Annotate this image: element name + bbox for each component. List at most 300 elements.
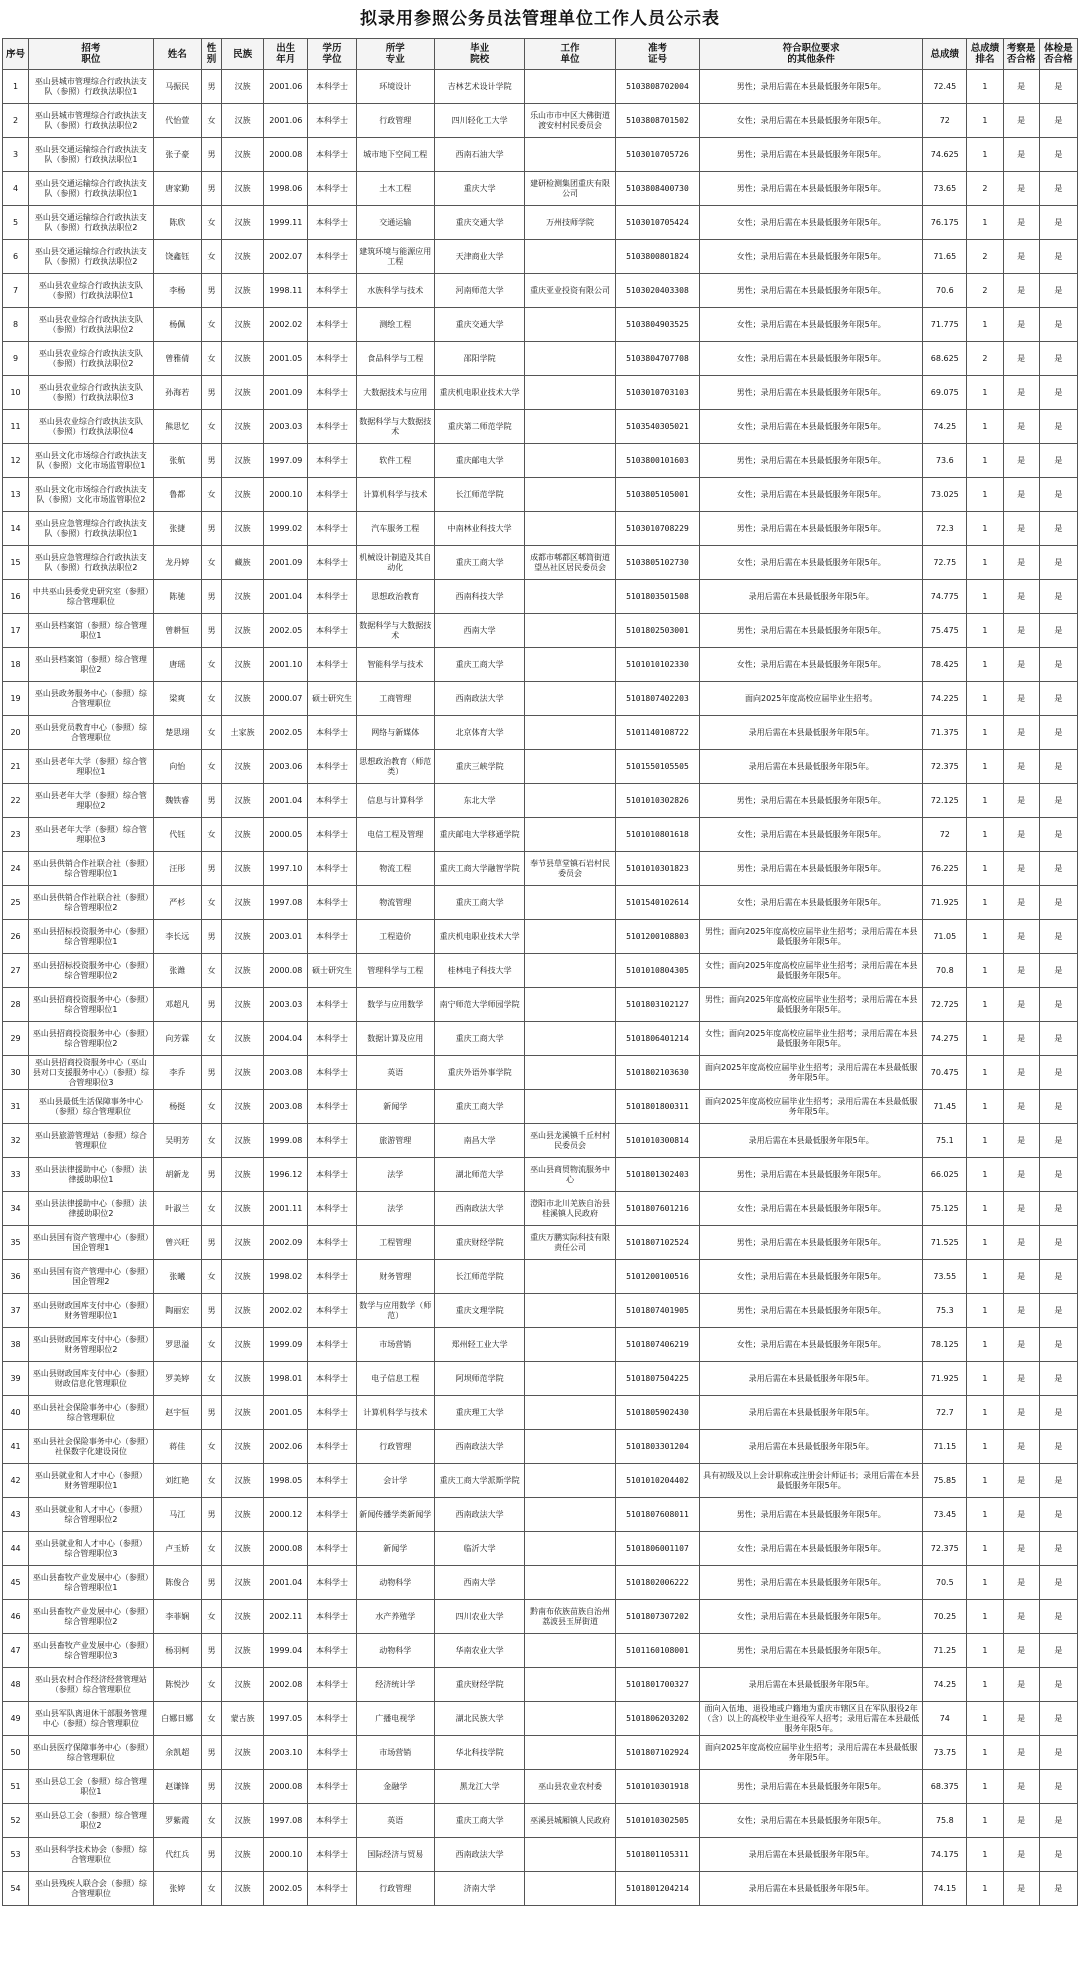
cell-major: 电子信息工程 <box>356 1362 434 1396</box>
cell-seq: 37 <box>3 1294 29 1328</box>
cell-name: 李菲娴 <box>153 1600 201 1634</box>
cell-name: 胡新龙 <box>153 1158 201 1192</box>
cell-requirements: 录用后需在本县最低服务年限5年。 <box>700 750 923 784</box>
cell-degree: 本科学士 <box>308 478 356 512</box>
cell-score: 73.65 <box>923 172 967 206</box>
cell-ethnicity: 汉族 <box>221 138 263 172</box>
cell-inspection: 是 <box>1003 1770 1039 1804</box>
cell-major: 工商管理 <box>356 682 434 716</box>
cell-requirements: 录用后需在本县最低服务年限5年。 <box>700 1396 923 1430</box>
cell-rank: 1 <box>967 410 1003 444</box>
cell-seq: 16 <box>3 580 29 614</box>
cell-exam-id: 5101801105311 <box>615 1838 699 1872</box>
header-birth: 出生 年月 <box>264 39 308 70</box>
table-row <box>3 1192 1078 1226</box>
cell-exam-id: 5103805102730 <box>615 546 699 580</box>
cell-gender: 女 <box>201 954 221 988</box>
cell-ethnicity: 汉族 <box>221 1362 263 1396</box>
cell-exam-id: 5101010102330 <box>615 648 699 682</box>
cell-position: 巫山县档案馆（参照）综合管理职位1 <box>29 614 154 648</box>
cell-school: 桂林电子科技大学 <box>434 954 524 988</box>
cell-employer <box>525 920 615 954</box>
cell-major: 计算机科学与技术 <box>356 1396 434 1430</box>
cell-birth: 2001.04 <box>264 580 308 614</box>
cell-medical: 是 <box>1039 104 1077 138</box>
cell-name: 曾雅倩 <box>153 342 201 376</box>
cell-requirements: 女性；录用后需在本县最低服务年限5年。 <box>700 1804 923 1838</box>
cell-gender: 女 <box>201 1804 221 1838</box>
cell-employer <box>525 138 615 172</box>
cell-inspection: 是 <box>1003 342 1039 376</box>
cell-score: 71.15 <box>923 1430 967 1464</box>
cell-degree: 本科学士 <box>308 750 356 784</box>
cell-rank: 2 <box>967 342 1003 376</box>
cell-rank: 1 <box>967 1090 1003 1124</box>
cell-exam-id: 5101801302403 <box>615 1158 699 1192</box>
cell-requirements: 录用后需在本县最低服务年限5年。 <box>700 1668 923 1702</box>
cell-seq: 47 <box>3 1634 29 1668</box>
cell-school: 河南师范大学 <box>434 274 524 308</box>
cell-ethnicity: 汉族 <box>221 104 263 138</box>
cell-requirements: 女性；录用后需在本县最低服务年限5年。 <box>700 206 923 240</box>
cell-inspection: 是 <box>1003 410 1039 444</box>
table-row <box>3 580 1078 614</box>
cell-degree: 本科学士 <box>308 240 356 274</box>
cell-score: 75.475 <box>923 614 967 648</box>
cell-seq: 46 <box>3 1600 29 1634</box>
table-row <box>3 682 1078 716</box>
cell-seq: 26 <box>3 920 29 954</box>
cell-exam-id: 5101802503001 <box>615 614 699 648</box>
cell-score: 74.175 <box>923 1838 967 1872</box>
cell-employer <box>525 1736 615 1770</box>
cell-inspection: 是 <box>1003 1498 1039 1532</box>
cell-rank: 1 <box>967 580 1003 614</box>
cell-score: 70.6 <box>923 274 967 308</box>
cell-employer: 乐山市市中区大佛街道渡安村村民委员会 <box>525 104 615 138</box>
cell-ethnicity: 汉族 <box>221 172 263 206</box>
cell-seq: 52 <box>3 1804 29 1838</box>
cell-degree: 本科学士 <box>308 104 356 138</box>
cell-position: 巫山县农业综合行政执法支队（参照）行政执法职位1 <box>29 274 154 308</box>
cell-employer <box>525 240 615 274</box>
cell-birth: 1998.02 <box>264 1260 308 1294</box>
cell-inspection: 是 <box>1003 1872 1039 1906</box>
cell-employer: 巫山县农业农村委 <box>525 1770 615 1804</box>
cell-ethnicity: 汉族 <box>221 1566 263 1600</box>
cell-exam-id: 5103540305021 <box>615 410 699 444</box>
cell-school: 南昌大学 <box>434 1124 524 1158</box>
cell-degree: 本科学士 <box>308 206 356 240</box>
cell-name: 邓超凡 <box>153 988 201 1022</box>
cell-degree: 本科学士 <box>308 716 356 750</box>
cell-name: 陈俊合 <box>153 1566 201 1600</box>
cell-gender: 女 <box>201 410 221 444</box>
cell-major: 环境设计 <box>356 70 434 104</box>
cell-exam-id: 5103020403308 <box>615 274 699 308</box>
cell-employer <box>525 1532 615 1566</box>
cell-school: 重庆机电职业技术大学 <box>434 376 524 410</box>
cell-seq: 9 <box>3 342 29 376</box>
cell-requirements: 女性；录用后需在本县最低服务年限5年。 <box>700 308 923 342</box>
cell-seq: 54 <box>3 1872 29 1906</box>
cell-position: 巫山县老年大学（参照）综合管理职位1 <box>29 750 154 784</box>
table-row <box>3 1770 1078 1804</box>
cell-requirements: 女性；录用后需在本县最低服务年限5年。 <box>700 1600 923 1634</box>
cell-ethnicity: 汉族 <box>221 580 263 614</box>
header-degree: 学历 学位 <box>308 39 356 70</box>
cell-exam-id: 5103010703103 <box>615 376 699 410</box>
cell-employer <box>525 308 615 342</box>
cell-school: 重庆工商大学 <box>434 1804 524 1838</box>
cell-medical: 是 <box>1039 920 1077 954</box>
cell-ethnicity: 汉族 <box>221 1600 263 1634</box>
cell-exam-id: 5101806001107 <box>615 1532 699 1566</box>
header-name: 姓名 <box>153 39 201 70</box>
cell-rank: 1 <box>967 1396 1003 1430</box>
cell-name: 龙丹婷 <box>153 546 201 580</box>
cell-seq: 8 <box>3 308 29 342</box>
cell-inspection: 是 <box>1003 1226 1039 1260</box>
cell-employer: 万州技师学院 <box>525 206 615 240</box>
cell-exam-id: 5101805902430 <box>615 1396 699 1430</box>
cell-employer <box>525 1464 615 1498</box>
cell-gender: 男 <box>201 988 221 1022</box>
cell-degree: 本科学士 <box>308 410 356 444</box>
cell-birth: 2002.05 <box>264 1872 308 1906</box>
cell-name: 罗紫霞 <box>153 1804 201 1838</box>
cell-seq: 22 <box>3 784 29 818</box>
cell-employer <box>525 376 615 410</box>
cell-ethnicity: 汉族 <box>221 1668 263 1702</box>
cell-medical: 是 <box>1039 240 1077 274</box>
cell-major: 行政管理 <box>356 1430 434 1464</box>
cell-major: 思想政治教育（师范类） <box>356 750 434 784</box>
table-row <box>3 240 1078 274</box>
cell-ethnicity: 汉族 <box>221 1634 263 1668</box>
table-row <box>3 852 1078 886</box>
cell-gender: 男 <box>201 580 221 614</box>
cell-degree: 本科学士 <box>308 614 356 648</box>
results-table <box>2 38 1078 1906</box>
cell-birth: 2003.08 <box>264 1056 308 1090</box>
cell-employer <box>525 1872 615 1906</box>
cell-name: 杨佩 <box>153 308 201 342</box>
cell-school: 重庆理工大学 <box>434 1396 524 1430</box>
cell-gender: 女 <box>201 478 221 512</box>
cell-requirements: 录用后需在本县最低服务年限5年。 <box>700 1124 923 1158</box>
cell-school: 重庆外语外事学院 <box>434 1056 524 1090</box>
cell-score: 71.525 <box>923 1226 967 1260</box>
cell-major: 市场营销 <box>356 1736 434 1770</box>
table-row <box>3 206 1078 240</box>
cell-name: 代红兵 <box>153 1838 201 1872</box>
cell-ethnicity: 汉族 <box>221 988 263 1022</box>
cell-major: 电信工程及管理 <box>356 818 434 852</box>
table-row <box>3 1362 1078 1396</box>
cell-inspection: 是 <box>1003 920 1039 954</box>
cell-ethnicity: 汉族 <box>221 1464 263 1498</box>
cell-employer <box>525 1328 615 1362</box>
cell-position: 巫山县农业综合行政执法支队（参照）行政执法职位3 <box>29 376 154 410</box>
cell-seq: 10 <box>3 376 29 410</box>
cell-seq: 13 <box>3 478 29 512</box>
cell-degree: 本科学士 <box>308 1430 356 1464</box>
cell-birth: 1997.08 <box>264 1804 308 1838</box>
cell-seq: 50 <box>3 1736 29 1770</box>
cell-rank: 1 <box>967 546 1003 580</box>
cell-employer <box>525 1396 615 1430</box>
cell-inspection: 是 <box>1003 546 1039 580</box>
cell-name: 唐瑶 <box>153 648 201 682</box>
cell-score: 72.3 <box>923 512 967 546</box>
cell-medical: 是 <box>1039 1600 1077 1634</box>
cell-exam-id: 5101160108001 <box>615 1634 699 1668</box>
cell-inspection: 是 <box>1003 1090 1039 1124</box>
cell-name: 张捷 <box>153 512 201 546</box>
header-position: 招考 职位 <box>29 39 154 70</box>
cell-employer <box>525 70 615 104</box>
cell-ethnicity: 汉族 <box>221 1872 263 1906</box>
cell-gender: 女 <box>201 308 221 342</box>
cell-requirements: 女性；录用后需在本县最低服务年限5年。 <box>700 1260 923 1294</box>
cell-rank: 1 <box>967 138 1003 172</box>
cell-rank: 1 <box>967 512 1003 546</box>
cell-rank: 1 <box>967 1498 1003 1532</box>
cell-major: 软件工程 <box>356 444 434 478</box>
cell-major: 交通运输 <box>356 206 434 240</box>
cell-ethnicity: 汉族 <box>221 274 263 308</box>
cell-degree: 本科学士 <box>308 172 356 206</box>
cell-rank: 1 <box>967 308 1003 342</box>
cell-ethnicity: 汉族 <box>221 1158 263 1192</box>
cell-position: 巫山县应急管理综合行政执法支队（参照）行政执法职位2 <box>29 546 154 580</box>
cell-degree: 本科学士 <box>308 1770 356 1804</box>
cell-position: 巫山县应急管理综合行政执法支队（参照）行政执法职位1 <box>29 512 154 546</box>
table-row <box>3 1804 1078 1838</box>
cell-medical: 是 <box>1039 1804 1077 1838</box>
cell-inspection: 是 <box>1003 1124 1039 1158</box>
cell-gender: 女 <box>201 1124 221 1158</box>
cell-exam-id: 5101540102614 <box>615 886 699 920</box>
cell-birth: 2002.11 <box>264 1600 308 1634</box>
cell-rank: 1 <box>967 1022 1003 1056</box>
cell-rank: 1 <box>967 104 1003 138</box>
header-inspection: 考察是 否合格 <box>1003 39 1039 70</box>
cell-position: 巫山县农业综合行政执法支队（参照）行政执法职位4 <box>29 410 154 444</box>
cell-birth: 2001.09 <box>264 376 308 410</box>
cell-medical: 是 <box>1039 784 1077 818</box>
table-row <box>3 1396 1078 1430</box>
cell-inspection: 是 <box>1003 1634 1039 1668</box>
cell-major: 法学 <box>356 1158 434 1192</box>
cell-ethnicity: 汉族 <box>221 1124 263 1158</box>
cell-gender: 女 <box>201 206 221 240</box>
cell-requirements: 男性；录用后需在本县最低服务年限5年。 <box>700 138 923 172</box>
cell-seq: 38 <box>3 1328 29 1362</box>
cell-seq: 6 <box>3 240 29 274</box>
cell-requirements: 男性；面向2025年度高校应届毕业生招考；录用后需在本县最低服务年限5年。 <box>700 920 923 954</box>
header-requirements: 符合职位要求 的其他条件 <box>700 39 923 70</box>
cell-gender: 男 <box>201 852 221 886</box>
cell-birth: 2001.04 <box>264 784 308 818</box>
cell-score: 72 <box>923 104 967 138</box>
cell-requirements: 录用后需在本县最低服务年限5年。 <box>700 1362 923 1396</box>
cell-inspection: 是 <box>1003 206 1039 240</box>
cell-birth: 1997.10 <box>264 852 308 886</box>
cell-score: 71.65 <box>923 240 967 274</box>
cell-inspection: 是 <box>1003 1192 1039 1226</box>
cell-position: 巫山县招商投资服务中心（参照）综合管理职位2 <box>29 1022 154 1056</box>
table-row <box>3 716 1078 750</box>
cell-employer <box>525 750 615 784</box>
cell-seq: 29 <box>3 1022 29 1056</box>
cell-seq: 33 <box>3 1158 29 1192</box>
cell-major: 行政管理 <box>356 1872 434 1906</box>
cell-rank: 1 <box>967 954 1003 988</box>
cell-position: 巫山县就业和人才中心（参照）综合管理职位3 <box>29 1532 154 1566</box>
cell-gender: 女 <box>201 1702 221 1736</box>
table-row <box>3 886 1078 920</box>
cell-major: 思想政治教育 <box>356 580 434 614</box>
cell-major: 物流工程 <box>356 852 434 886</box>
table-row <box>3 1600 1078 1634</box>
cell-employer <box>525 954 615 988</box>
cell-gender: 男 <box>201 1158 221 1192</box>
cell-score: 76.225 <box>923 852 967 886</box>
cell-requirements: 女性；面向2025年度高校应届毕业生招考；录用后需在本县最低服务年限5年。 <box>700 1022 923 1056</box>
cell-birth: 1996.12 <box>264 1158 308 1192</box>
cell-ethnicity: 汉族 <box>221 1192 263 1226</box>
cell-ethnicity: 汉族 <box>221 206 263 240</box>
cell-exam-id: 5101806401214 <box>615 1022 699 1056</box>
cell-gender: 女 <box>201 1362 221 1396</box>
cell-inspection: 是 <box>1003 444 1039 478</box>
cell-score: 72.725 <box>923 988 967 1022</box>
cell-requirements: 男性；录用后需在本县最低服务年限5年。 <box>700 376 923 410</box>
cell-position: 巫山县畜牧产业发展中心（参照）综合管理职位3 <box>29 1634 154 1668</box>
cell-name: 罗美婷 <box>153 1362 201 1396</box>
cell-degree: 本科学士 <box>308 1056 356 1090</box>
cell-degree: 本科学士 <box>308 1226 356 1260</box>
cell-gender: 女 <box>201 1872 221 1906</box>
cell-requirements: 录用后需在本县最低服务年限5年。 <box>700 716 923 750</box>
cell-birth: 2000.12 <box>264 1498 308 1532</box>
cell-gender: 女 <box>201 886 221 920</box>
cell-employer: 成都市郫都区郫筒街道望丛社区居民委员会 <box>525 546 615 580</box>
cell-requirements: 男性；录用后需在本县最低服务年限5年。 <box>700 1498 923 1532</box>
cell-inspection: 是 <box>1003 852 1039 886</box>
cell-employer <box>525 1022 615 1056</box>
cell-school: 西南石油大学 <box>434 138 524 172</box>
cell-name: 汪彤 <box>153 852 201 886</box>
cell-school: 济南大学 <box>434 1872 524 1906</box>
cell-score: 75.3 <box>923 1294 967 1328</box>
table-row <box>3 1702 1078 1736</box>
cell-position: 巫山县最低生活保障事务中心（参照）综合管理职位 <box>29 1090 154 1124</box>
cell-seq: 53 <box>3 1838 29 1872</box>
cell-name: 代钰 <box>153 818 201 852</box>
cell-medical: 是 <box>1039 1056 1077 1090</box>
cell-score: 71.925 <box>923 886 967 920</box>
table-row <box>3 104 1078 138</box>
cell-medical: 是 <box>1039 682 1077 716</box>
cell-gender: 男 <box>201 614 221 648</box>
cell-requirements: 男性；录用后需在本县最低服务年限5年。 <box>700 512 923 546</box>
cell-name: 饶鑫钰 <box>153 240 201 274</box>
cell-birth: 2001.09 <box>264 546 308 580</box>
cell-gender: 女 <box>201 1328 221 1362</box>
cell-requirements: 面向入伍地、退役地或户籍地为重庆市辖区且在军队服役2年（含）以上的高校毕业生退役军人招考；录用后需在本县最低服务年限5年。 <box>700 1702 923 1736</box>
cell-exam-id: 5101803501508 <box>615 580 699 614</box>
cell-gender: 女 <box>201 104 221 138</box>
cell-seq: 28 <box>3 988 29 1022</box>
cell-requirements: 男性；录用后需在本县最低服务年限5年。 <box>700 1294 923 1328</box>
cell-birth: 2002.09 <box>264 1226 308 1260</box>
cell-position: 巫山县旅游管理站（参照）综合管理职位 <box>29 1124 154 1158</box>
cell-medical: 是 <box>1039 954 1077 988</box>
cell-school: 临沂大学 <box>434 1532 524 1566</box>
cell-score: 71.45 <box>923 1090 967 1124</box>
cell-rank: 1 <box>967 1668 1003 1702</box>
table-row <box>3 1532 1078 1566</box>
cell-birth: 2000.08 <box>264 1532 308 1566</box>
cell-employer <box>525 1362 615 1396</box>
cell-birth: 1998.06 <box>264 172 308 206</box>
cell-name: 杨挺 <box>153 1090 201 1124</box>
cell-position: 巫山县总工会（参照）综合管理职位2 <box>29 1804 154 1838</box>
cell-exam-id: 5103010705726 <box>615 138 699 172</box>
cell-gender: 男 <box>201 512 221 546</box>
cell-rank: 1 <box>967 1532 1003 1566</box>
cell-name: 李长远 <box>153 920 201 954</box>
cell-exam-id: 5101807402203 <box>615 682 699 716</box>
cell-position: 巫山县文化市场综合行政执法支队（参照）文化市场监管职位1 <box>29 444 154 478</box>
cell-name: 唐家勤 <box>153 172 201 206</box>
cell-position: 巫山县政务服务中心（参照）综合管理职位 <box>29 682 154 716</box>
cell-employer: 澄阳市北川羌族自治县桂溪镇人民政府 <box>525 1192 615 1226</box>
cell-medical: 是 <box>1039 1566 1077 1600</box>
cell-degree: 本科学士 <box>308 1192 356 1226</box>
cell-medical: 是 <box>1039 70 1077 104</box>
cell-ethnicity: 蒙古族 <box>221 1702 263 1736</box>
cell-requirements: 录用后需在本县最低服务年限5年。 <box>700 1430 923 1464</box>
table-row <box>3 1158 1078 1192</box>
cell-requirements: 男性；录用后需在本县最低服务年限5年。 <box>700 614 923 648</box>
cell-inspection: 是 <box>1003 138 1039 172</box>
cell-major: 法学 <box>356 1192 434 1226</box>
cell-seq: 19 <box>3 682 29 716</box>
table-row <box>3 1294 1078 1328</box>
cell-score: 71.775 <box>923 308 967 342</box>
cell-requirements: 女性；录用后需在本县最低服务年限5年。 <box>700 342 923 376</box>
cell-inspection: 是 <box>1003 1396 1039 1430</box>
cell-name: 陈驰 <box>153 580 201 614</box>
cell-school: 西南政法大学 <box>434 1192 524 1226</box>
cell-major: 经济统计学 <box>356 1668 434 1702</box>
cell-ethnicity: 汉族 <box>221 478 263 512</box>
cell-birth: 2001.05 <box>264 342 308 376</box>
cell-school: 重庆交通大学 <box>434 308 524 342</box>
cell-degree: 本科学士 <box>308 512 356 546</box>
cell-rank: 1 <box>967 1872 1003 1906</box>
cell-degree: 本科学士 <box>308 648 356 682</box>
cell-requirements: 面向2025年度高校应届毕业生招考；录用后需在本县最低服务年限5年。 <box>700 1090 923 1124</box>
header-ethnicity: 民族 <box>221 39 263 70</box>
cell-score: 74.775 <box>923 580 967 614</box>
cell-requirements: 女性；录用后需在本县最低服务年限5年。 <box>700 1328 923 1362</box>
cell-degree: 本科学士 <box>308 1634 356 1668</box>
